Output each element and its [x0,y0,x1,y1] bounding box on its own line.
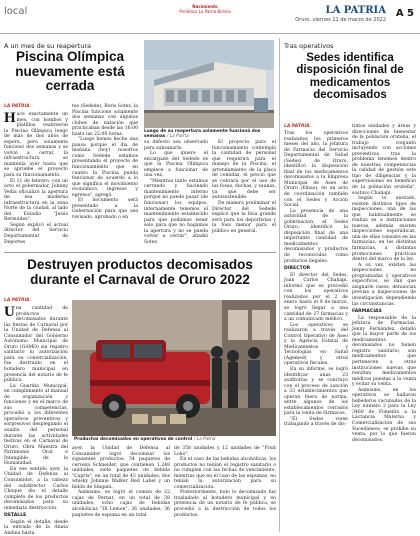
pool-paragraph [4,112,68,179]
pool-headline-line3: cerrada [45,78,95,94]
meds-column-2 [352,124,416,531]
pool-building-illustration [144,40,274,128]
market-caption-text: Productos decomisados en operativos de control [74,437,193,442]
header-tagline-line1: Nacimiento [192,4,218,9]
market-headline-line2: durante el Carnaval de Oruro 2022 [30,271,250,287]
pool-column-3 [144,140,208,250]
meds-subhead: FARMACIAS [352,309,382,315]
market-paragraph: Según el detalle, desde la entrada de la Anata Andina hasta [4,519,68,536]
market-column-2 [72,446,170,532]
page-number: A 5 [395,8,414,19]
pool-paragraph: El documento será presentado a la Gobernación para que sea revisado, aprobado o en [72,198,138,220]
market-paragraph: En el caso de las bebidas alcohólicas, los productos no tenían el registro sanitario o no cumplen con las fechas de vencimiento, mientras que en el caso de las espumas, no tenían la autorización para su comercialización. [174,457,276,490]
market-paragraph: Posteriormente, todo lo decomisado fue trasladado al botadero municipal y en presencia de un notario de fe pública, se procedió a la destrucción de todos los productos. [174,490,276,518]
market-photo-caption [74,437,276,442]
pool-paragraph: El 11 de febrero, con un acto el gobernador, Johnny Vedia oficializó la apertura de esa moderna infraestructura en la zona Norte de la ciudad, al lado del Estadio "Jesús Bermúdez". [4,178,68,223]
pool-dropcap: H [4,110,16,126]
market-paragraph-text: na cantidad de productos decomisados durante las fiestas de Carnaval por la Unidad de Defensa al Consumidor del Gobierno Autónomo Municipal de Oruro (GAMO) sin registro sanitario ni autorización para su comercialización, fue destruido en el botadero municipal en presencia del notario de fe pública. [4,306,68,384]
pool-paragraph: De manera preliminar el Director del Sedede explicó que la fosa grande será para los deportistas y la fosa menor para el público en general. [212,201,276,234]
header-tagline [170,4,240,14]
market-subhead: DETALLE [4,513,27,519]
market-paragraph: Asimismo, se logró el comiso de 22 cajas de Pernat, en un total de 38 unidades; ocho cajas de bebidas alcohólicas "Di Lemon", 36 unidades; 36 paquetes de espuma en un total [72,490,170,518]
pool-column-1 [4,112,68,250]
meds-paragraph: Según lo anotado, existen distintos tipos de inspecciones, una de las que habitualmente se realiza es a instituciones nuevas, además existen inspecciones esporádicas, una de ellas consiste en las farmacias, en las distintas farmacias, a distintas promociones prácticas dentro del marco de la ley. [352,196,416,263]
meds-paragraph: "El Sedes viene trabajando a través de dis- [284,416,348,428]
decomiso-scene-illustration [72,300,276,436]
market-caption-credit: / La Patria [193,437,216,442]
pool-paragraph: tes (Sedede), Boris Sotez, la Piscina funcionó solamente dos semanas con algunos clubes de natación que practicaban desde las 16:00 hasta las 22:00 horas. [72,104,138,137]
pool-paragraph: su defecto sea observado para subsanarlo. [144,140,208,151]
meds-paragraph: A su vez, existen las inspecciones no programadas y operativos específicos, se dan que asignarle casos, denuncias previas a inspecciones de investigación dependiendo las circunstancias. [352,262,416,307]
market-paragraph: ayer, la Unidad de Defensa al Consumidor logró decomisar los siguientes productos: 54 paquetes de cerveza Schneider, que contienen 1.248 unidades; siete paquetes de bebida "Caprix", en un total de 43 unidades; dos whisky Johnnie Walker Red Label y un bidón de Singani. [72,446,170,490]
meds-kicker: Tras operativos [284,42,334,50]
meds-paragraph: La responsable de la jefatura de Farmacias, Jenny Fernández, detalló que la mayor parte de los medicamentos decomisados no tienen registro sanitario, son medicamentos que pertenecen a otras instituciones nuevas que resultan medicamentos médicos puestas a la venta y evitar su venta. [352,315,416,388]
meds-paragraph: Los operativos se realizaron a través del Control Operativo de Aseo y la Agencia Estatal de Medicamentos y Tecnologías en Salud (Agemed) y otros operativos fiscales. [284,322,348,367]
market-column-1 [4,304,68,536]
meds-headline-line2: disposición final de [296,64,404,77]
market-photo [72,300,276,436]
pool-headline-line2: nuevamente está [15,63,125,79]
pool-paragraph: Lo que quiere el encargado del Sedede es que la Piscina Olímpica empiece a funcionar de una vez. [144,151,208,179]
market-paragraph: La Guardia Municipal, en cumplimiento al manual de organización y funciones y en el marco de sus competencias, procedió a los diferentes operativos preventivos y sorpresivos desplegando el auxilio del personal durante las actividades festivas en el Carnaval de Oruro, Obra Maestra del Patrimonio Oral e Intangible de la Humanidad. [4,383,68,467]
section-divider [4,252,276,253]
page-header [0,0,420,34]
meds-paragraph: La presencia de una autoridad de la gobernación, el Sedes Oruro, identificó la disposición final de una importante cantidad de medicamentos decomisados y productos de reconocidos como productos ilegales. [284,208,348,264]
pool-paragraph: "Luego hemos hecho una pausa porque el día de mañana (hoy) nosotros como Sedede estamos presentando el proyecto de funcionamiento que en cuanto la Piscina pueda funcionar de acuerdo a lo que significa el movimiento económico, ingresos y egresos", agregó. [72,137,138,198]
market-byline: LA PATRIA [4,298,30,303]
pool-column-4 [212,140,276,250]
meds-paragraph: En su informe, se logró identificar unas 23 auditorías y se concluyó con el proceso de sanción a 33 establecimientos que operan fuera de norma, entre algunos de los establecimientos cerrados para la venta de fármacos. [284,366,348,417]
market-paragraph: de 358 unidades y 12 unidades de "Fruit Loko". [174,446,276,457]
column-divider [279,38,280,532]
market-column-3 [174,446,276,532]
newspaper-brand: LA PATRIA [325,5,386,16]
meds-subhead: DIRECTOR [284,266,311,272]
meds-column-1 [284,131,348,531]
pool-headline [4,50,136,94]
meds-paragraph: Tras los operativos realizados los primeros meses del año, la jefatura de Farmacia del Servicio Departamental de Salud (Sedes) de Oruro, identificó la disposición final de los medicamentos decomisados a la Empresa Municipal de Aseo de Oruro (Emao), en un acto de coordinación también con el Sedes y Acción Social. [284,131,348,209]
pool-headline-line1: Piscina Olímpica [15,49,125,64]
issue-date: Oruro, viernes 11 de marzo de 2022 [295,17,386,23]
pool-byline: LA PATRIA [4,104,30,109]
meds-headline-line3: medicamentos [309,76,391,89]
meds-byline: LA PATRIA [284,124,310,129]
meds-paragraph: tintos unidades y áreas y direcciones de bienestar de la población oruteña, el trabajo conjunto incluyendo con acciones preventivas tras la problema tenemos dentro de nuestras competencias la calidad de gestión este tipo de diligencias y la supervisiones en beneficio de la población oruteña", sostuvo Chaliapi. [352,124,416,196]
pool-caption-text: Luego de su reapertura solamente funcionó dos semanas [144,129,261,139]
market-dropcap: U [4,304,15,320]
meds-paragraph: El director del Sedes, Juan Carlos Chaliapi, informó que se procedió con los operativos realizados por el 2 de enero hasta el 9 de marzo, se logró llegar a una cantidad de 27 farmacias y a un comunicado médico. [284,272,348,323]
pool-paragraph: Según explicó el actual director del Servicio Departamental de Deportes [4,222,68,245]
pool-photo [144,40,274,128]
pool-paragraph: "Mientras tanto estamos cerrando y haciendo mantenimiento interno porque no puede pasar (de funcionar) los equipos, internamente tenemos el mantenimiento establecido para que podamos tener solo para que no hagamos la apertura y no se pueda volver a cerrar", añadió Sotez. [144,178,208,245]
market-paragraph [4,306,68,384]
market-headline-line1: Destruyen productos decomisados [27,257,253,272]
meds-paragraph: Asimismo, en los operativos se hallaron bebederos vacunados de la Ley número 2 para la Ley 3460 de Fomento a la Lactancia Materna y Comercialización de sus Sucedáneos, se prohíbe su venta, por lo que fueron decomisados. [352,387,416,443]
header-tagline-line2: Periódico La Patria Bolivia [179,9,231,14]
pool-paragraph-text: ace exactamente un mes, con bombos y platillos, reabrieron la Piscina Olímpica luego de más de dos años de espera, pero solamente funcionó dos semanas y se volvió a cerrar, la infraestructura se mantenía ayer hasta que se apruebe el proyecto para su funcionamiento. [4,112,68,179]
section-label: local [4,6,28,17]
pool-photo-caption [144,129,276,139]
pool-kicker: A un mes de su reapertura [4,42,91,50]
market-headline [4,258,276,287]
pool-caption-credit: / La Patria [166,134,189,139]
meds-headline-line1: Sedes identifica [306,52,394,64]
meds-headline-line4: decomisados [313,89,387,102]
meds-headline [282,52,418,102]
market-paragraph: En ese sentido ayer, la Unidad de Defensa al Consumidor, a la cabeza del subdirector Carlos Choque dio el detalle completo de los productos decomisados para su inmediata destrucción. [4,466,68,511]
pool-paragraph: El proyecto para el funcionamiento contempla la cantidad de personal que requerirá para el manejo de la Piscina, el arrendamiento de la placa de comidas, el precio que se cobrará por el uso de las fosas, duchas, y saunas, ya que debe ser autosostenible. [212,140,276,201]
pool-column-2 [72,104,138,250]
